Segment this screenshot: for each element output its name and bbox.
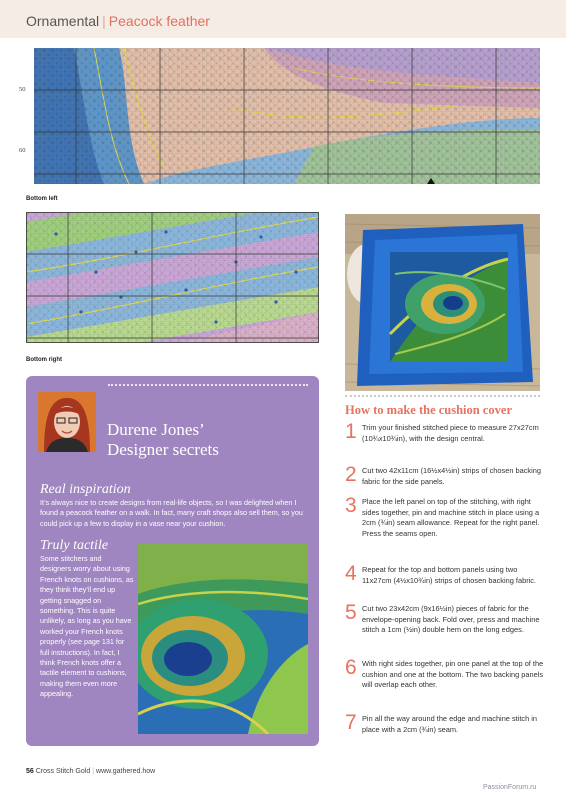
- step-text: Cut two 23x42cm (9x16½in) pieces of fabric for the envelope-opening back. Fold over, press and machine stitch a 1cm (½in) double hem on the long edges.: [362, 604, 540, 635]
- chart-label-bottom-right: Bottom right: [26, 357, 62, 363]
- watermark: PassionForum.ru: [483, 784, 537, 791]
- header-separator: |: [102, 13, 106, 29]
- chart-row-number-50: 50: [19, 86, 26, 93]
- step-text: Cut two 42x11cm (16½x4½in) strips of chosen backing fabric for the side panels.: [362, 466, 541, 486]
- tips-title: [107, 420, 307, 460]
- step-text: Repeat for the top and bottom panels using two 11x27cm (4½x10¾in) strips of chosen backing fabric.: [362, 565, 537, 585]
- step-text: With right sides together, pin one panel at the top of the cushion and one at the bottom. The two backing panels will overlap each other.: [362, 659, 544, 690]
- howto-title: How to make the cushion cover: [345, 403, 512, 417]
- step-number: 5: [345, 601, 357, 624]
- chart-top: [34, 48, 540, 184]
- step-number: 7: [345, 711, 357, 734]
- section-header: [26, 13, 210, 29]
- tips-title-line1: Durene Jones’: [107, 420, 205, 439]
- section-name: Ornamental: [26, 13, 100, 29]
- step-text: Place the left panel on top of the stitching, with right sides together, pin and machine stitch in place using a 2cm (¾in) seam allowance. Repeat for the right panel. Press the seams open.: [362, 497, 540, 538]
- chart-row-number-60: 60: [19, 147, 26, 154]
- step-number: 2: [345, 463, 357, 486]
- step-number: 4: [345, 562, 357, 585]
- chart-label-bottom-left: Bottom left: [26, 196, 58, 202]
- dotted-divider: [108, 384, 308, 388]
- step-number: 3: [345, 494, 357, 517]
- tips-title-line2: Designer secrets: [107, 440, 219, 459]
- step-number: 1: [345, 420, 357, 443]
- real-inspiration-heading: Real inspiration: [40, 482, 131, 497]
- step-number: 6: [345, 656, 357, 679]
- page-footer: [26, 768, 155, 775]
- designer-tips-panel: [26, 376, 319, 746]
- section-topic: Peacock feather: [108, 13, 210, 29]
- website-link[interactable]: www.gathered.how: [96, 768, 156, 775]
- magazine-name: Cross Stitch Gold: [35, 768, 91, 775]
- cushion-photo: [345, 214, 540, 391]
- step-text: Trim your finished stitched piece to measure 27x27cm (10¾x10¾in), with the design central.: [362, 423, 539, 443]
- footer-separator: |: [92, 768, 95, 775]
- chart-bottom-right: [26, 212, 319, 343]
- designer-portrait: [38, 392, 96, 452]
- truly-tactile-heading: Truly tactile: [40, 538, 109, 553]
- feather-closeup-photo: [138, 544, 308, 734]
- truly-tactile-text: Some stitchers and designers worry about using French knots on cushions, as they think they’ll end up getting snagged on something. This is quite unlikely, as long as you have worked your French knots properly (see page 131 for full instructions). In fact, I think French knots offer a tactile element to cushions, making them even more appealing.: [40, 554, 134, 699]
- dotted-divider: [345, 395, 540, 399]
- page-number: 56: [26, 768, 34, 775]
- real-inspiration-text: It’s always nice to create designs from real-life objects, so I was delighted when I found a peacock feather on a walk. In fact, many craft shops also sell them, so you could pick up a few to display in a vase near your cushion.: [40, 498, 303, 528]
- step-text: Pin all the way around the edge and machine stitch in place with a 2cm (¾in) seam.: [362, 714, 538, 734]
